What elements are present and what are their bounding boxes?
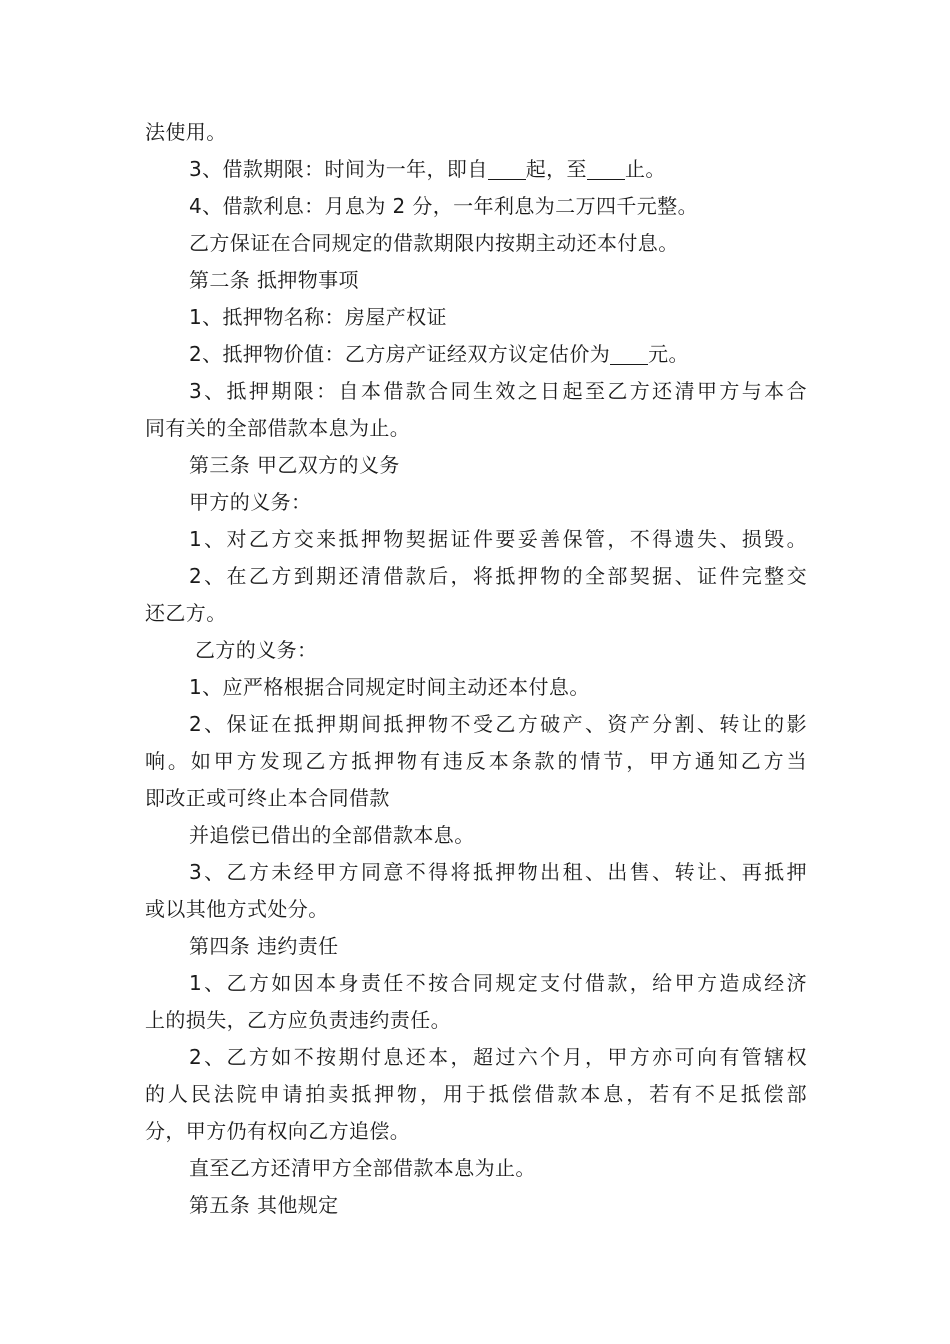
text-line: 乙方保证在合同规定的借款期限内按期主动还本付息。 — [189, 231, 679, 255]
section-heading: 第三条 甲乙双方的义务 — [189, 453, 400, 477]
text-segment: 3、借款期限：时间为一年，即自 — [189, 157, 488, 181]
text-segment: 起，至 — [525, 157, 587, 181]
section-heading: 第五条 其他规定 — [189, 1193, 339, 1217]
text-line: 3、乙方未经甲方同意不得将抵押物出租、出售、转让、再抵押 — [189, 860, 807, 884]
text-line: 2、乙方如不按期付息还本，超过六个月，甲方亦可向有管辖权 — [189, 1045, 807, 1069]
text-segment: 2、抵押物价值：乙方房产证经双方议定估价为 — [189, 342, 611, 366]
text-line: 或以其他方式处分。 — [145, 897, 329, 921]
text-line: 同有关的全部借款本息为止。 — [145, 416, 411, 440]
fill-in-blank — [610, 342, 648, 365]
text-line: 分，甲方仍有权向乙方追偿。 — [145, 1119, 411, 1143]
subheading: 乙方的义务： — [195, 638, 318, 662]
text-line: 直至乙方还清甲方全部借款本息为止。 — [189, 1156, 536, 1180]
text-line: 即改正或可终止本合同借款 — [145, 786, 390, 810]
text-segment: 元。 — [648, 342, 689, 366]
text-line: 2、保证在抵押期间抵押物不受乙方破产、资产分割、转让的影 — [189, 712, 807, 736]
text-line: 2、在乙方到期还清借款后，将抵押物的全部契据、证件完整交 — [189, 564, 807, 588]
text-line: 并追偿已借出的全部借款本息。 — [189, 823, 475, 847]
text-line: 1、乙方如因本身责任不按合同规定支付借款，给甲方造成经济 — [189, 971, 807, 995]
loan-term-line — [145, 151, 807, 188]
text-line: 还乙方。 — [145, 601, 227, 625]
collateral-value-line — [145, 336, 807, 373]
fill-in-blank — [587, 157, 625, 180]
text-line: 上的损失，乙方应负责违约责任。 — [145, 1008, 451, 1032]
text-line: 的人民法院申请拍卖抵押物，用于抵偿借款本息，若有不足抵偿部 — [145, 1082, 807, 1106]
section-heading: 第四条 违约责任 — [189, 934, 339, 958]
text-segment: 止。 — [624, 157, 666, 181]
text-line: 响。如甲方发现乙方抵押物有违反本条款的情节，甲方通知乙方当 — [145, 749, 807, 773]
text-line: 4、借款利息：月息为 2 分，一年利息为二万四千元整。 — [189, 194, 698, 218]
text-line: 3、抵押期限：自本借款合同生效之日起至乙方还清甲方与本合 — [189, 379, 807, 403]
text-line: 1、应严格根据合同规定时间主动还本付息。 — [189, 675, 590, 699]
section-heading: 第二条 抵押物事项 — [189, 268, 359, 292]
document-body — [145, 114, 807, 1224]
text-line: 1、对乙方交来抵押物契据证件要妥善保管，不得遗失、损毁。 — [189, 527, 807, 551]
text-line: 法使用。 — [145, 120, 227, 144]
subheading: 甲方的义务： — [189, 490, 312, 514]
text-line: 1、抵押物名称：房屋产权证 — [189, 305, 447, 329]
fill-in-blank — [488, 157, 526, 180]
